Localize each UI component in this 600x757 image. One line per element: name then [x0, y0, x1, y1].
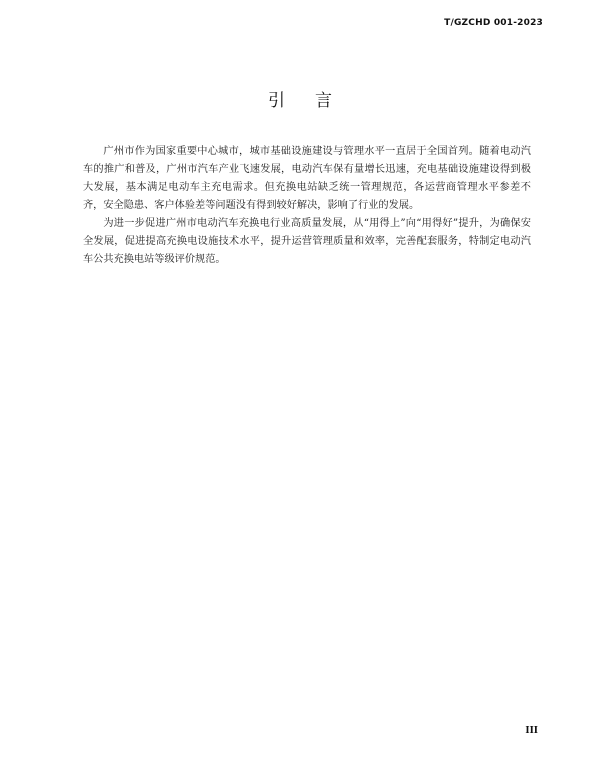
document-code: T/GZCHD 001-2023 — [444, 18, 543, 28]
paragraph-2: 为进一步促进广州市电动汽车充换电行业高质量发展，从“用得上”向“用得好”提升，为确保安全发展，促进提高充换电设施技术水平，提升运营管理质量和效率，完善配套服务，特制定电动汽车公共充换电站等级评价规范。 — [83, 218, 531, 265]
paragraph-1: 广州市作为国家重要中心城市，城市基础设施建设与管理水平一直居于全国首列。随着电动汽车的推广和普及，广州市汽车产业飞速发展，电动汽车保有量增长迅速，充电基础设施建设得到极大发展，基本满足电动车主充电需求。但充换电站缺乏统一管理规范，各运营商管理水平参差不齐，安全隐患、客户体验差等问题没有得到较好解决，影响了行业的发展。 — [83, 146, 531, 211]
body-text — [83, 143, 531, 269]
page-title: 引言 — [268, 91, 362, 111]
page-number: III — [525, 726, 538, 736]
